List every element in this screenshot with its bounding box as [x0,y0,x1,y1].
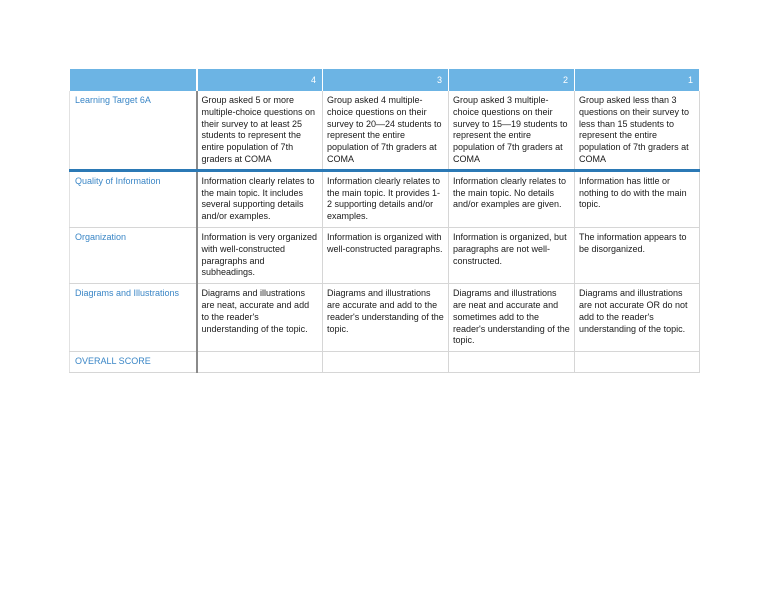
row-label: Quality of Information [70,170,197,227]
table-cell: Information is organized with well-constructed paragraphs. [323,227,449,283]
table-row-overall-score [70,352,700,373]
header-corner-cell [70,69,197,91]
table-cell: Information is organized, but paragraphs are not well-constructed. [449,227,575,283]
table-cell [575,352,700,373]
table-cell: Information clearly relates to the main topic. It includes several supporting details and/or examples. [197,170,323,227]
table-cell: Information is very organized with well-constructed paragraphs and subheadings. [197,227,323,283]
row-label: Diagrams and Illustrations [70,284,197,352]
table-cell: Group asked 4 multiple-choice questions on their survey to 20—24 students to represent the entire population of 7th graders at COMA [323,91,449,170]
header-row [70,69,700,91]
table-cell [323,352,449,373]
table-row-organization [70,227,700,283]
table-row-learning-target [70,91,700,170]
score-header-1: 1 [575,69,700,91]
table-cell: Group asked less than 3 questions on their survey to less than 15 students to represent the entire population of 7th graders at COMA [575,91,700,170]
table-cell: Diagrams and illustrations are neat, accurate and add to the reader's understanding of the topic. [197,284,323,352]
table-cell: Diagrams and illustrations are neat and accurate and sometimes add to the reader's understanding of the topic. [449,284,575,352]
table-row-quality [70,170,700,227]
table-cell: Diagrams and illustrations are accurate and add to the reader's understanding of the topic. [323,284,449,352]
score-header-3: 3 [323,69,449,91]
table-cell: Diagrams and illustrations are not accurate OR do not add to the reader's understanding of the topic. [575,284,700,352]
table-cell [197,352,323,373]
table-cell: Group asked 3 multiple-choice questions on their survey to 15—19 students to represent the entire population of 7th graders at COMA [449,91,575,170]
table-cell: Information clearly relates to the main topic. No details and/or examples are given. [449,170,575,227]
table-row-diagrams [70,284,700,352]
table-cell: Information clearly relates to the main topic. It provides 1-2 supporting details and/or examples. [323,170,449,227]
row-label: OVERALL SCORE [70,352,197,373]
row-label: Learning Target 6A [70,91,197,170]
table-cell: Group asked 5 or more multiple-choice questions on their survey to at least 25 students to represent the entire population of 7th graders at COMA [197,91,323,170]
table-cell: Information has little or nothing to do with the main topic. [575,170,700,227]
rubric-table [69,69,700,373]
row-label: Organization [70,227,197,283]
table-cell [449,352,575,373]
score-header-2: 2 [449,69,575,91]
table-cell: The information appears to be disorganized. [575,227,700,283]
score-header-4: 4 [197,69,323,91]
